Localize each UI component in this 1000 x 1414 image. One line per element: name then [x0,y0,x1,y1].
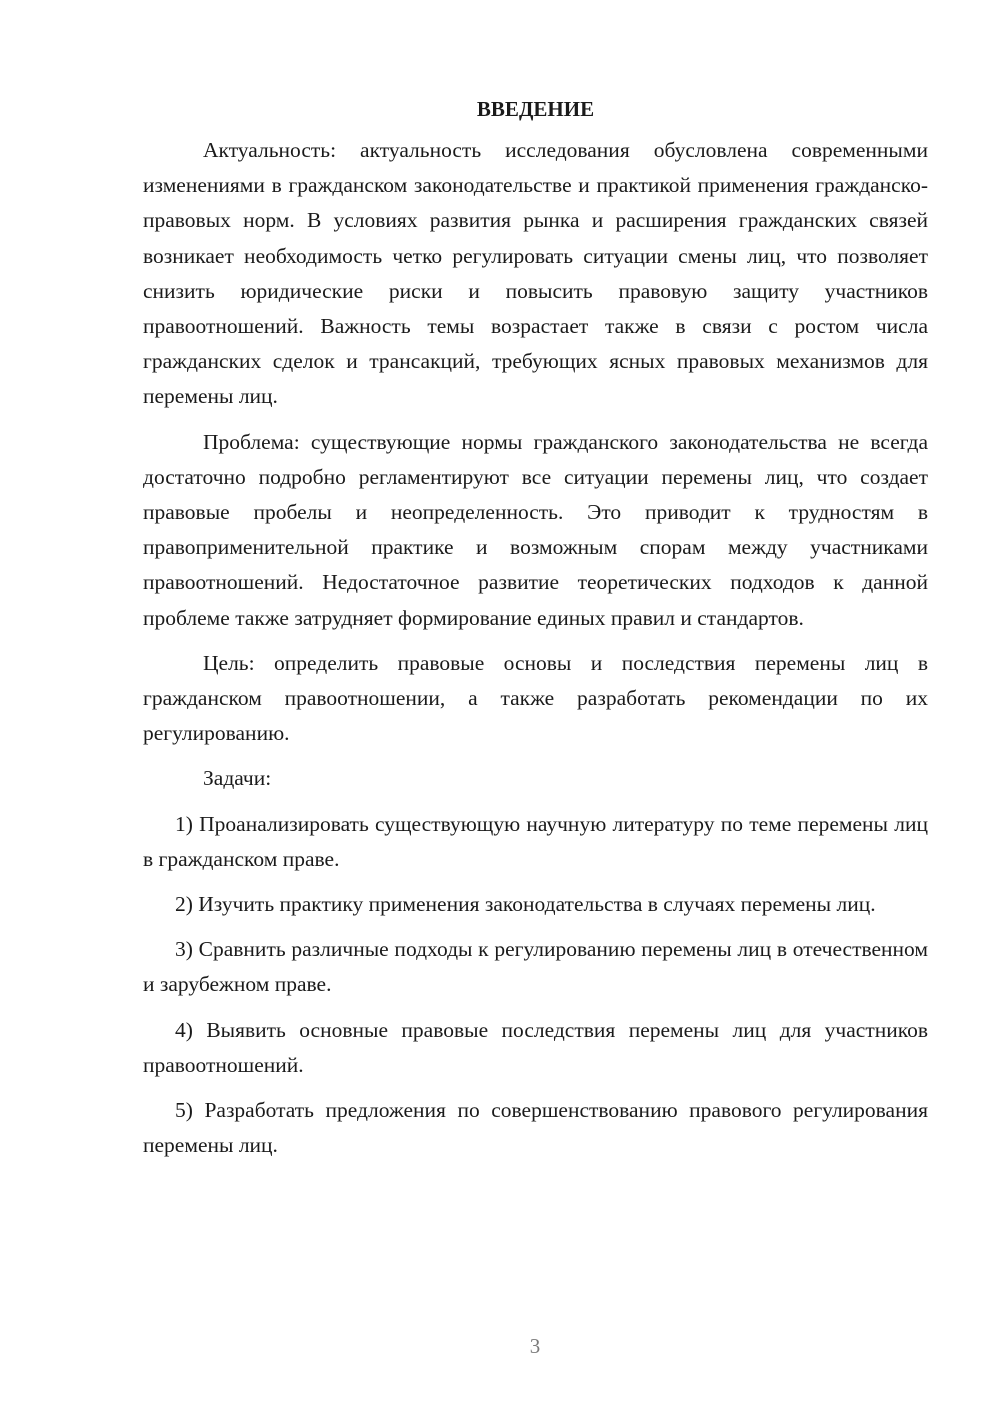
page-content [143,92,928,1173]
tasks-list [143,807,928,1164]
task-item: 1) Проанализировать существующую научную литературу по теме перемены лиц в гражданском праве. [143,811,928,871]
task-item: 4) Выявить основные правовые последствия перемены лиц для участников правоотношений. [143,1017,928,1077]
tasks-label: Задачи: [203,766,272,791]
page-title: ВВЕДЕНИЕ [476,97,595,121]
task-item: 2) Изучить практику применения законодательства в случаях перемены лиц. [175,892,876,917]
page-number: 3 [529,1334,541,1358]
goal-paragraph: Цель: определить правовые основы и последствия перемены лиц в гражданском правоотношении, а также разработать рекомендации по их регулированию. [143,650,928,746]
task-item: 5) Разработать предложения по совершенствованию правового регулирования перемены лиц. [143,1098,928,1158]
task-item: 3) Сравнить различные подходы к регулированию перемены лиц в отечественном и зарубежном праве. [143,937,928,997]
problem-paragraph: Проблема: существующие нормы гражданского законодательства не всегда достаточно подробно регламентируют все ситуации перемены лиц, что создает правовые пробелы и неопределенность. Это приводит к трудностям в правоприменительной практике и возможным спорам между участниками правоотношений. Недостаточное развитие теоретических подходов к данной проблеме также затрудняет формирование единых правил и стандартов. [143,429,928,630]
relevance-paragraph: Актуальность: актуальность исследования обусловлена современными изменениями в гражданском законодательстве и практикой применения гражданско-правовых норм. В условиях развития рынка и расширения гражданских связей возникает необходимость четко регулировать ситуации смены лиц, что позволяет снизить юридические риски и повысить правовую защиту участников правоотношений. Важность темы возрастает также в связи с ростом числа гражданских сделок и трансакций, требующих ясных правовых механизмов для перемены лиц. [143,138,928,409]
